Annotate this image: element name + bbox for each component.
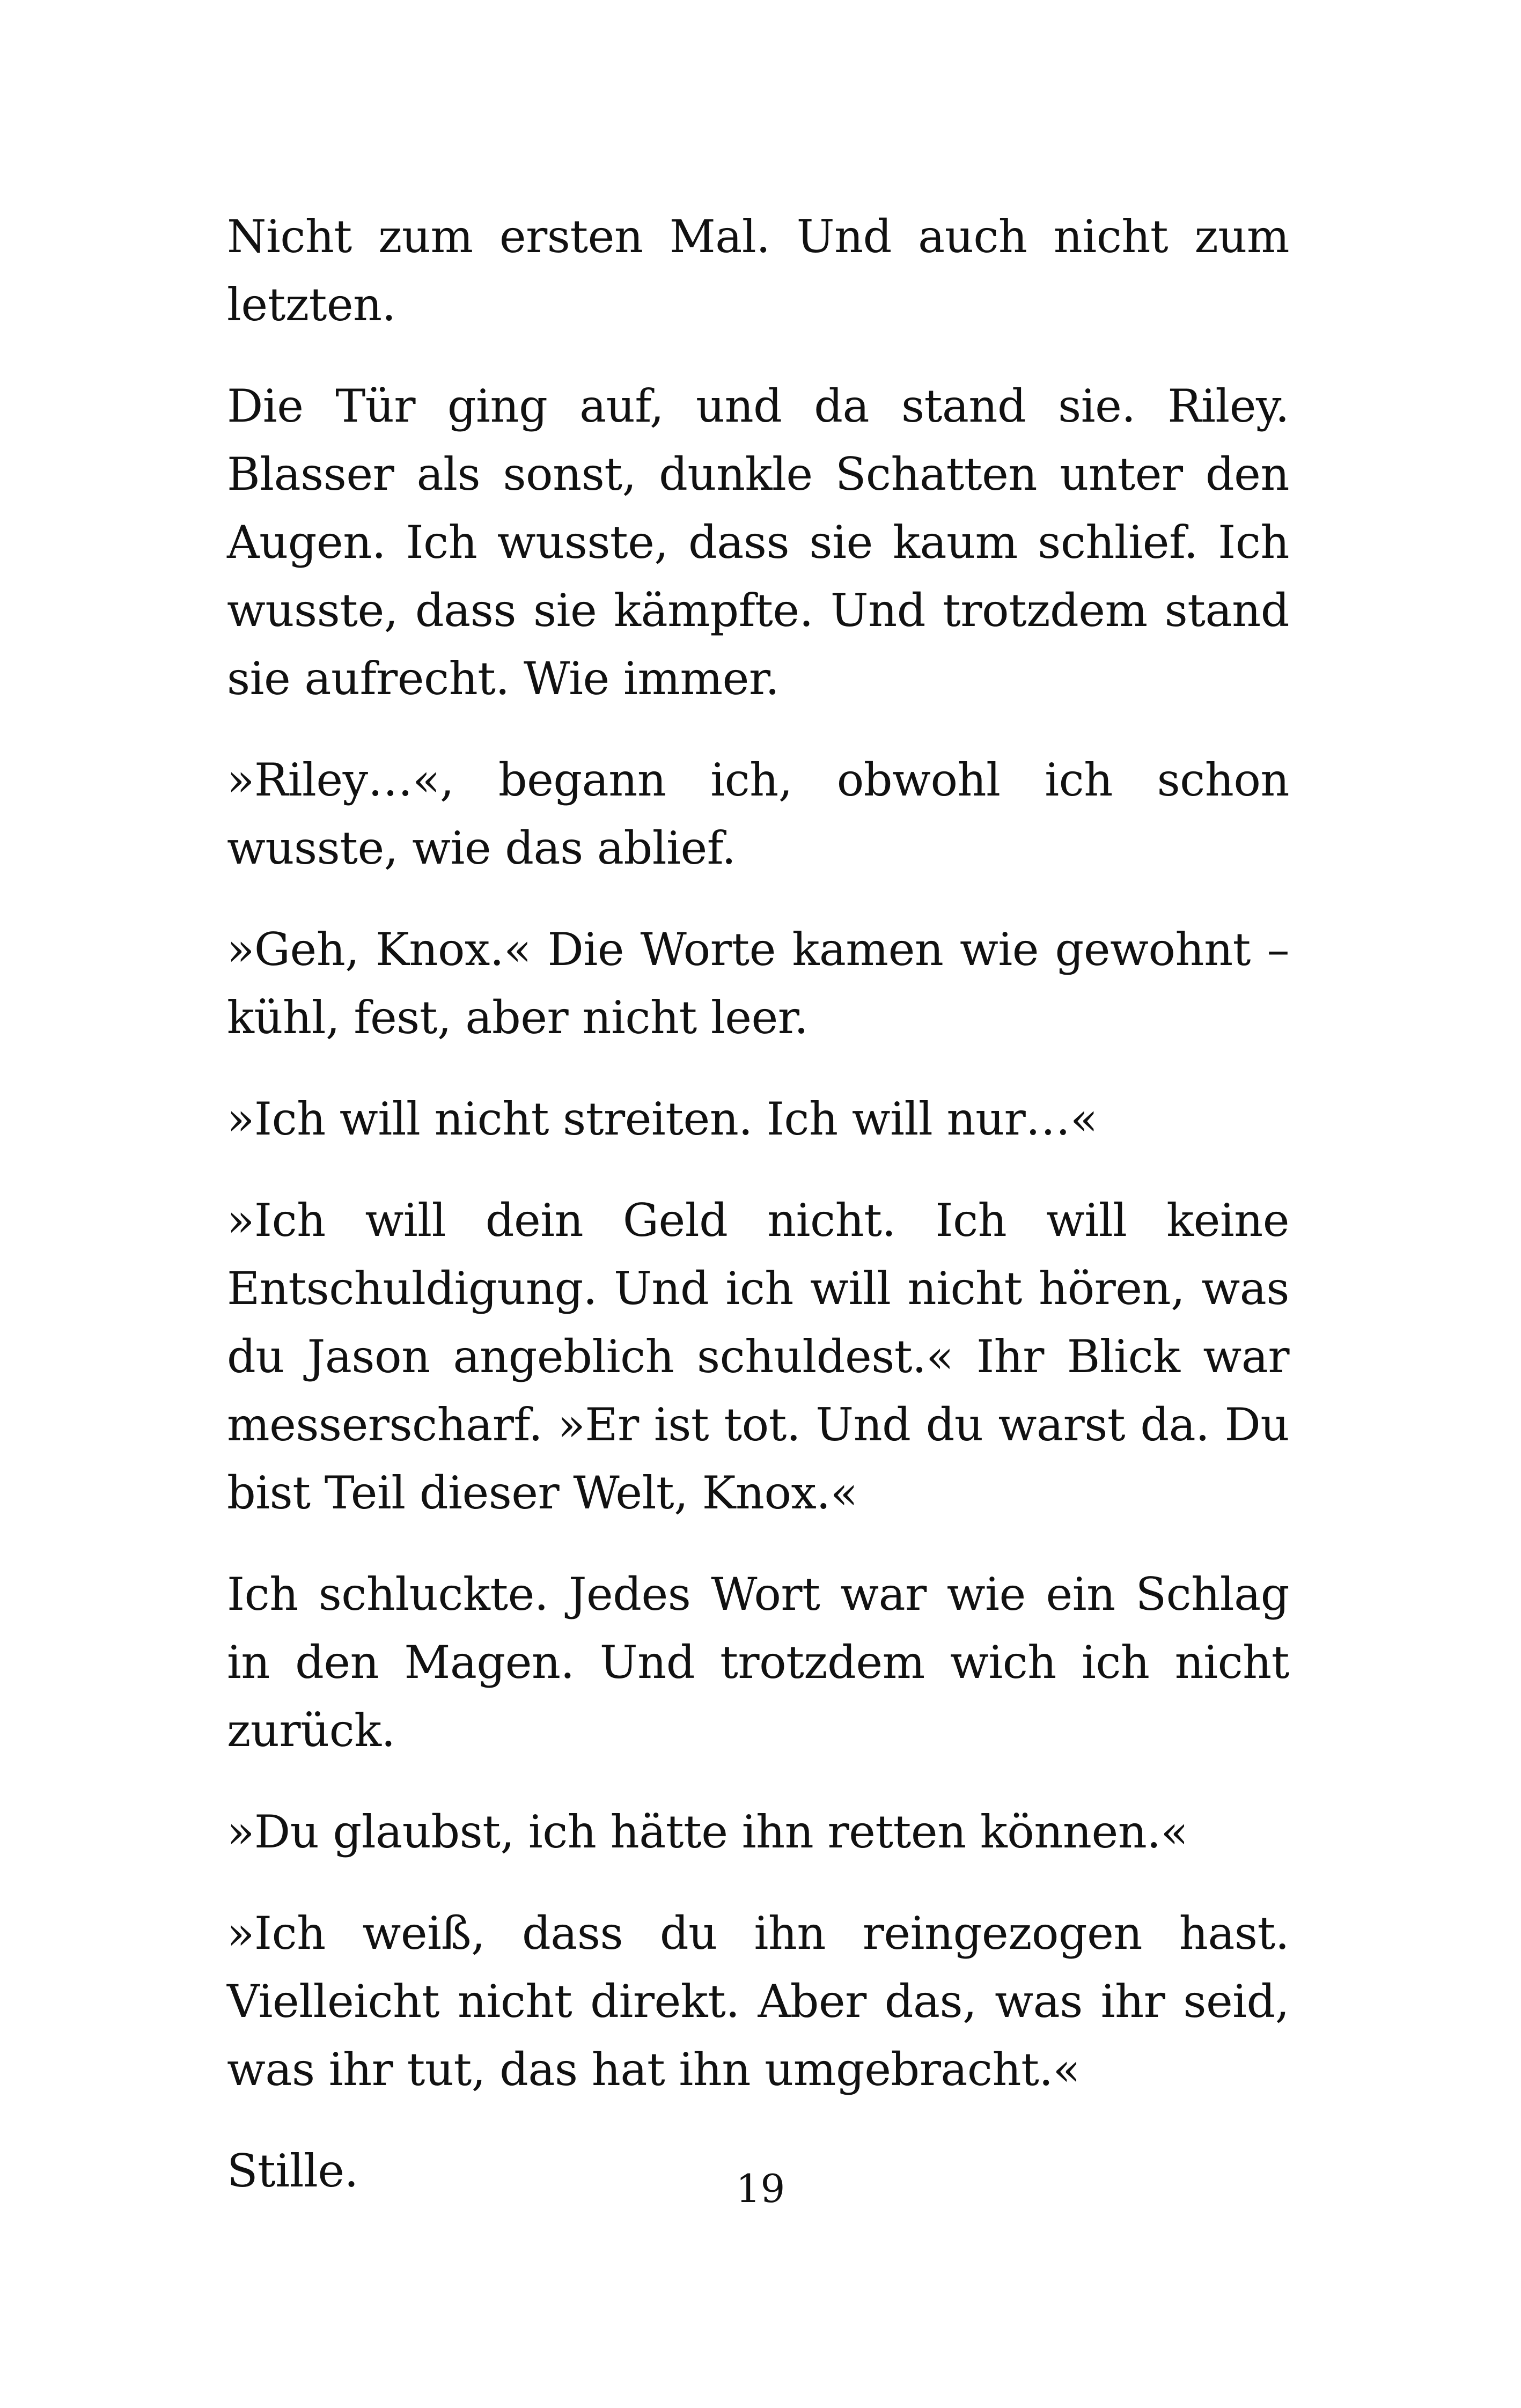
paragraph-7: Ich schluckte. Jedes Wort war wie ein Schlag in den Magen. Und trotzdem wich ich nicht zurück. [227, 1568, 1289, 1757]
paragraph-4: »Geh, Knox.« Die Worte kamen wie gewohnt – kühl, fest, aber nicht leer. [227, 923, 1289, 1044]
paragraph-5: »Ich will nicht streiten. Ich will nur…« [227, 1093, 1098, 1145]
paragraph-8: »Du glaubst, ich hätte ihn retten können.« [227, 1806, 1188, 1858]
paragraph-1: Nicht zum ersten Mal. Und auch nicht zum letzten. [227, 210, 1289, 331]
paragraph-6: »Ich will dein Geld nicht. Ich will keine Entschuldigung. Und ich will nicht hören, was du Jason angeblich schuldest.« Ihr Blick war messerscharf. »Er ist tot. Und du warst da. Du bist Teil dieser Welt, Knox.« [227, 1194, 1289, 1519]
paragraph-2: Die Tür ging auf, und da stand sie. Riley. Blasser als sonst, dunkle Schatten unter den Augen. Ich wusste, dass sie kaum schlief. Ich wusste, dass sie kämpfte. Und trotzdem stand sie aufrecht. Wie immer. [227, 380, 1289, 705]
paragraph-10: Stille. [227, 2145, 358, 2197]
page-number: 19 [736, 2166, 785, 2211]
paragraph-3: »Riley…«, begann ich, obwohl ich schon wusste, wie das ablief. [227, 754, 1289, 874]
body-text [227, 203, 1289, 2238]
paragraph-9: »Ich weiß, dass du ihn reingezogen hast. Vielleicht nicht direkt. Aber das, was ihr seid, was ihr tut, das hat ihn umgebracht.« [227, 1907, 1289, 2096]
